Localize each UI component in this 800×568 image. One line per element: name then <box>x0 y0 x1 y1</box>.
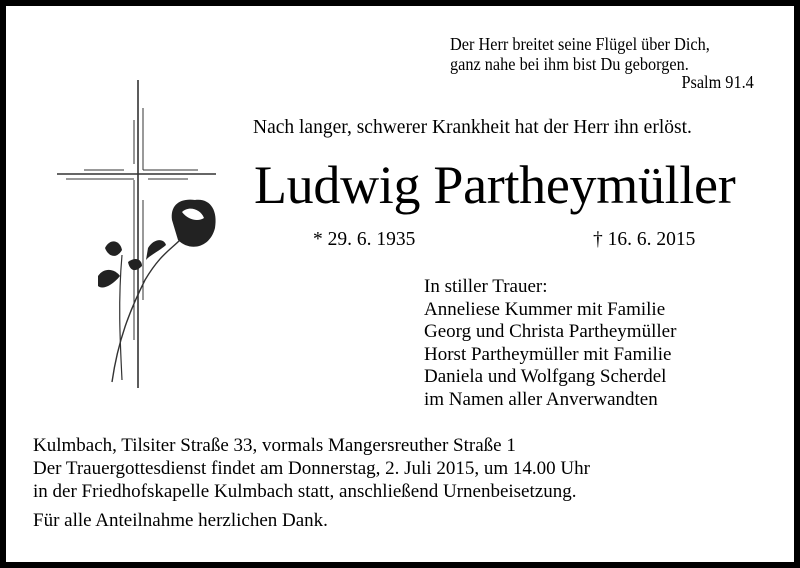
mourner: Georg und Christa Partheymüller <box>424 321 677 343</box>
intro-text: Nach langer, schwerer Krankheit hat der Herr ihn erlöst. <box>253 117 692 138</box>
obituary-notice <box>6 6 794 562</box>
psalm-quote <box>450 34 710 74</box>
thanks-text: Für alle Anteilnahme herzlichen Dank. <box>33 510 328 531</box>
service-details <box>33 434 590 503</box>
cross-with-rose-icon <box>50 80 250 400</box>
mourner: Daniela und Wolfgang Scherdel <box>424 366 667 388</box>
death-date: † 16. 6. 2015 <box>593 229 696 250</box>
quote-line: ganz nahe bei ihm bist Du geborgen. <box>450 54 689 74</box>
quote-line: Der Herr breitet seine Flügel über Dich, <box>450 34 710 54</box>
quote-source: Psalm 91.4 <box>681 72 754 92</box>
mourner: Anneliese Kummer mit Familie <box>424 298 666 320</box>
service-line: Der Trauergottesdienst findet am Donnerstag, 2. Juli 2015, um 14.00 Uhr <box>33 458 590 479</box>
birth-date: * 29. 6. 1935 <box>313 229 416 250</box>
mourner: im Namen aller Anverwandten <box>424 388 658 410</box>
mourners-list <box>424 276 676 412</box>
deceased-name: Ludwig Partheymüller <box>254 155 736 215</box>
mourners-heading: In stiller Trauer: <box>424 276 548 297</box>
mourner: Horst Partheymüller mit Familie <box>424 343 672 365</box>
service-line: in der Friedhofskapelle Kulmbach statt, anschließend Urnenbeisetzung. <box>33 481 577 502</box>
address-line: Kulmbach, Tilsiter Straße 33, vormals Mangersreuther Straße 1 <box>33 435 516 456</box>
